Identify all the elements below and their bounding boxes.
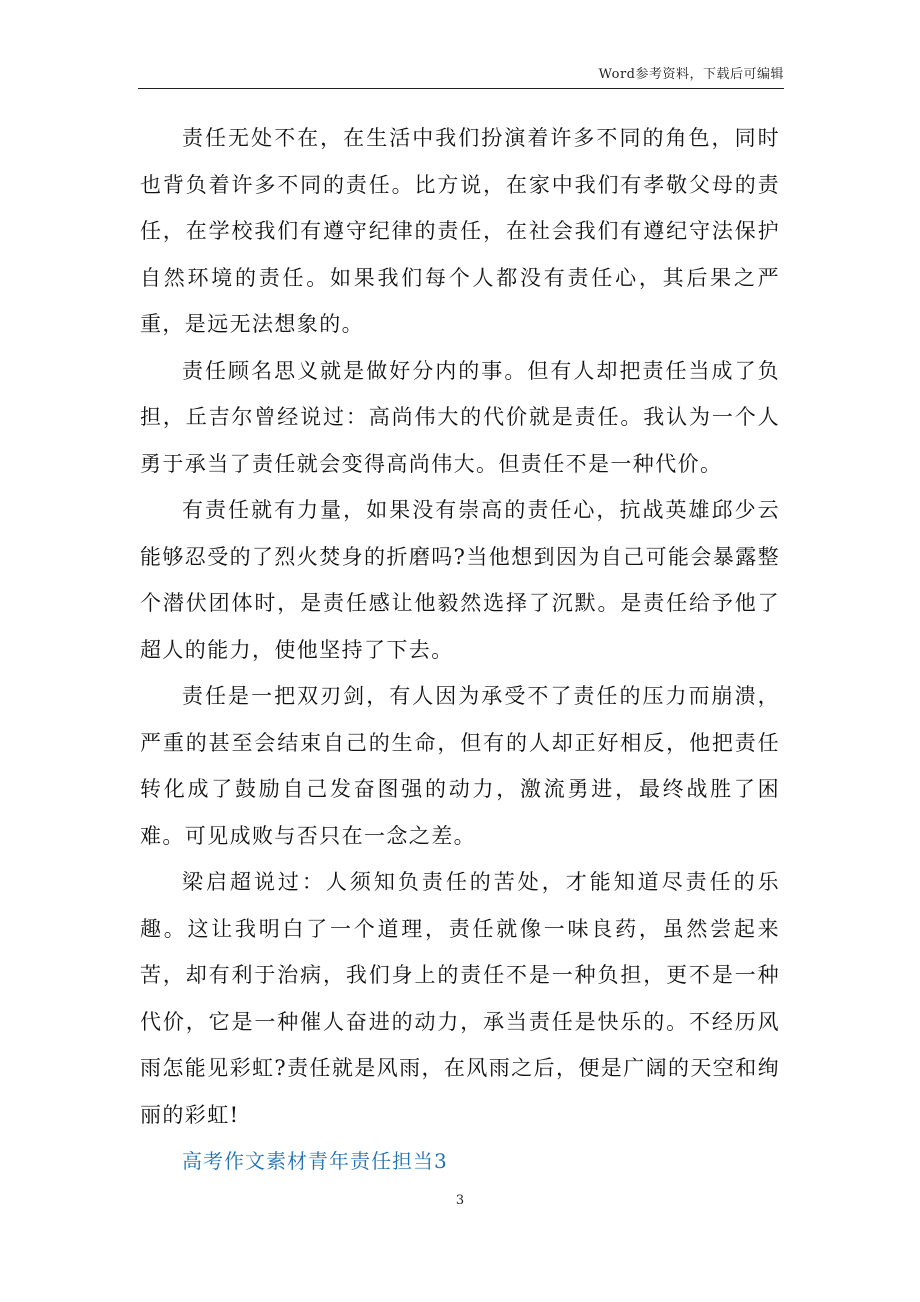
paragraph-4: 责任是一把双刃剑，有人因为承受不了责任的压力而崩溃，严重的甚至会结束自己的生命，但有的人却正好相反，他把责任转化成了鼓励自己发奋图强的动力，激流勇进，最终战胜了困难。可见成败与否只在一念之差。 xyxy=(140,684,780,848)
paragraph-3: 有责任就有力量，如果没有崇高的责任心，抗战英雄邱少云能够忍受的了烈火焚身的折磨吗?当他想到因为自己可能会暴露整个潜伏团体时，是责任感让他毅然选择了沉默。是责任给予他了超人的能力，使他坚持了下去。 xyxy=(140,498,780,662)
paragraph-1: 责任无处不在，在生活中我们扮演着许多不同的角色，同时也背负着许多不同的责任。比方说，在家中我们有孝敬父母的责任，在学校我们有遵守纪律的责任，在社会我们有遵纪守法保护自然环境的责任。如果我们每个人都没有责任心，其后果之严重，是远无法想象的。 xyxy=(140,126,780,336)
page-header xyxy=(138,64,784,89)
document-body xyxy=(140,115,780,1184)
page-number: 3 xyxy=(455,1193,465,1208)
section-heading: 高考作文素材青年责任担当3 xyxy=(182,1149,448,1173)
header-text: Word参考资料，下载后可编辑 xyxy=(598,67,784,82)
paragraph-2: 责任顾名思义就是做好分内的事。但有人却把责任当成了负担，丘吉尔曾经说过：高尚伟大的代价就是责任。我认为一个人勇于承当了责任就会变得高尚伟大。但责任不是一种代价。 xyxy=(140,358,780,476)
paragraph-5: 梁启超说过：人须知负责任的苦处，才能知道尽责任的乐趣。这让我明白了一个道理，责任就像一味良药，虽然尝起来苦，却有利于治病，我们身上的责任不是一种负担，更不是一种代价，它是一种催人奋进的动力，承当责任是快乐的。不经历风雨怎能见彩虹?责任就是风雨，在风雨之后，便是广阔的天空和绚丽的彩虹! xyxy=(140,870,780,1127)
